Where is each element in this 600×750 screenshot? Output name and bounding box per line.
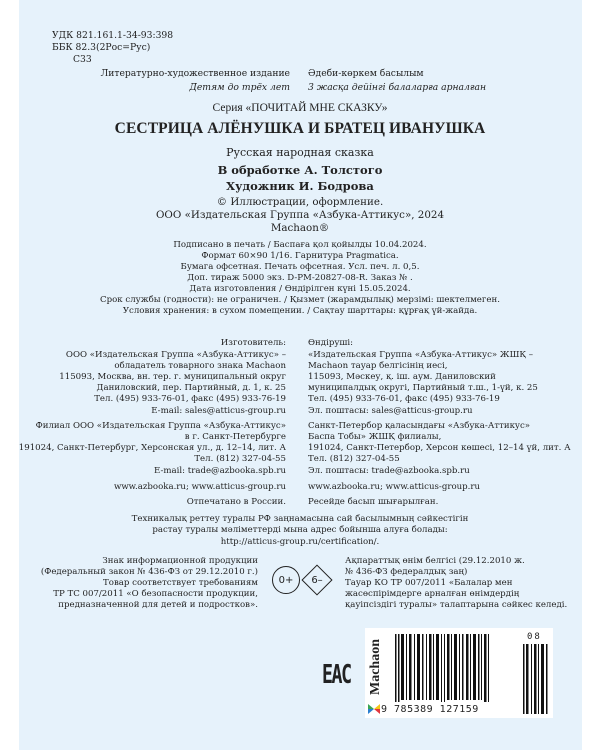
age-rating-diamond-label: 6– <box>311 574 323 586</box>
info-sign-kz-line: № 436-ФЗ федералдық заң) <box>345 567 468 577</box>
branch-ru-email: E-mail: trade@azbooka.spb.ru <box>154 466 286 476</box>
websites-ru: www.azbooka.ru; www.atticus-group.ru <box>113 482 286 492</box>
certification-url[interactable]: http://atticus-group.ru/certification/. <box>220 537 380 547</box>
book-title: СЕСТРИЦА АЛЁНУШКА И БРАТЕЦ ИВАНУШКА <box>114 120 486 137</box>
manufacturer-kz-line: Machaon тауар белгісінің иесі, <box>308 361 448 371</box>
certification-line: растау туралы мәліметтерді мына адрес бойынша алуға болады: <box>152 525 448 535</box>
manufacturer-kz-email: Эл. поштасы: sales@atticus-group.ru <box>308 406 473 416</box>
adaptation-credit: В обработке А. Толстого <box>217 163 383 177</box>
manufacturer-ru-line: Даниловский, пер. Партийный, д. 1, к. 25 <box>96 383 286 393</box>
age-rating-diamond-icon <box>302 565 332 595</box>
branch-ru-line: в г. Санкт-Петербурге <box>184 432 286 442</box>
storage-conditions: Условия хранения: в сухом помещении. / Сақтау шарттары: құрғақ үй-жайда. <box>122 306 478 316</box>
manufacturer-kz-line: муниципалдық округі, Партийный т.ш., 1-үй, к. 25 <box>308 383 538 393</box>
info-sign-kz-line: Ақпараттық өнім белгісі (29.12.2010 ж. <box>345 556 525 566</box>
info-sign-kz-line: жасөспірімдерге арналған өнімдердің <box>345 589 520 599</box>
barcode-addon-bars <box>523 644 549 714</box>
info-sign-ru-line: Знак информационной продукции <box>102 556 258 566</box>
barcode <box>365 628 553 718</box>
age-rating-circle-icon <box>272 566 300 594</box>
websites-kz: www.azbooka.ru; www.atticus-group.ru <box>308 482 481 492</box>
branch-kz-phone: Тел. (812) 327-04-55 <box>308 454 400 464</box>
barcode-bars <box>395 634 543 702</box>
print-signed: Подписано в печать / Баспаға қол қойылды 10.04.2024. <box>173 240 427 250</box>
info-sign-kz-line: Тауар КО ТР 007/2011 «Балалар мен <box>345 578 513 588</box>
isbn-digits: 9 785389 127159 <box>381 704 479 715</box>
age-label-kz: 3 жасқа дейінгі балаларға арналған <box>308 82 487 93</box>
branch-ru-address: 191024, Санкт-Петербург, Херсонская ул., д. 12–14, лит. А <box>18 443 286 453</box>
manufacturer-ru-line: Тел. (495) 933-76-01, факс (495) 933-76-19 <box>94 394 286 404</box>
branch-kz-email: Эл. поштасы: trade@azbooka.spb.ru <box>308 466 470 476</box>
illustrator-credit: Художник И. Бодрова <box>226 179 374 193</box>
edition-type-ru: Литературно-художественное издание <box>100 68 290 79</box>
manufacturer-kz-label: Өндіруші: <box>308 338 354 348</box>
manufacturer-ru-line: обладатель товарного знака Machaon <box>114 361 286 371</box>
branch-kz-line: Баспа Тобы» ЖШҚ филиалы, <box>308 432 442 442</box>
copyright-brand: Machaon® <box>270 222 330 234</box>
info-sign-kz-line: қауіпсіздігі туралы» талаптарына сәйкес келеді. <box>345 600 568 610</box>
udk-code: УДК 821.161.1-34-93:398 <box>52 30 174 41</box>
age-rating-circle-label: 0+ <box>278 574 294 586</box>
manufacturer-kz-line: Тел. (495) 933-76-01, факс (495) 933-76-19 <box>308 394 500 404</box>
copyright-line-2: ООО «Издательская Группа «Азбука-Аттикус», 2024 <box>155 209 445 221</box>
manufacturer-ru-label: Изготовитель: <box>220 338 286 348</box>
manufacturer-kz-line: 115093, Мәскеу, қ. іш. аум. Даниловский <box>308 372 496 382</box>
shelf-life: Срок службы (годности): не ограничен. / Қызмет (жарамдылық) мерзімі: шектелмеген. <box>100 295 500 305</box>
barcode-addon-digits: 08 <box>527 632 542 642</box>
manufacturer-ru-line: ООО «Издательская Группа «Азбука-Аттикус» – <box>65 350 286 360</box>
manufacturer-ru-email: E-mail: sales@atticus-group.ru <box>151 406 286 416</box>
copyright-line-1: © Иллюстрации, оформление. <box>216 196 384 208</box>
info-sign-ru-line: ТР ТС 007/2011 «О безопасности продукции, <box>53 589 258 599</box>
author-mark: С33 <box>73 54 92 65</box>
machaon-brand-text: Machaon <box>368 639 383 695</box>
bbk-code: ББК 82.3(2Рос=Рус) <box>52 42 151 53</box>
machaon-butterfly-icon <box>368 704 380 714</box>
info-sign-ru-line: Товар соответствует требованиям <box>103 578 258 588</box>
info-sign-ru-line: предназначенной для детей и подростков». <box>58 600 258 610</box>
manufacturer-ru-line: 115093, Москва, вн. тер. г. муниципальный округ <box>59 372 286 382</box>
edition-type-kz: Әдеби-көркем басылым <box>308 68 424 79</box>
print-paper: Бумага офсетная. Печать офсетная. Усл. печ. л. 0,5. <box>180 262 420 272</box>
branch-kz-line: Санкт-Петербор қаласындағы «Азбука-Аттикус» <box>308 421 531 431</box>
branch-ru-phone: Тел. (812) 327-04-55 <box>194 454 286 464</box>
machaon-logo <box>369 634 383 704</box>
age-label-ru: Детям до трёх лет <box>189 82 290 93</box>
print-run: Доп. тираж 5000 экз. D-PM-20827-08-R. Заказ № . <box>187 273 413 283</box>
book-subtitle: Русская народная сказка <box>226 146 374 159</box>
eac-mark-icon: EAC <box>322 660 351 690</box>
manufacturer-kz-line: «Издательская Группа «Азбука-Аттикус» ЖШҚ – <box>308 350 534 360</box>
printed-in-ru: Отпечатано в России. <box>186 497 286 507</box>
series-name: Серия «ПОЧИТАЙ МНЕ СКАЗКУ» <box>212 102 388 114</box>
branch-kz-address: 191024, Санкт-Петербор, Херсон көшесі, 12–14 үй, лит. А <box>308 443 571 453</box>
info-sign-ru-line: (Федеральный закон № 436-ФЗ от 29.12.2010 г.) <box>40 567 258 577</box>
certification-line: Техникалық реттеу туралы РФ заңнамасына сай басылымның сәйкестігін <box>131 514 469 524</box>
print-format: Формат 60×90 1/16. Гарнитура Pragmatica. <box>201 251 399 261</box>
manufacture-date: Дата изготовления / Өндірілген күні 15.05.2024. <box>189 284 411 294</box>
printed-in-kz: Ресейде басып шығарылған. <box>308 497 439 507</box>
branch-ru-line: Филиал ООО «Издательская Группа «Азбука-Аттикус» <box>35 421 286 431</box>
